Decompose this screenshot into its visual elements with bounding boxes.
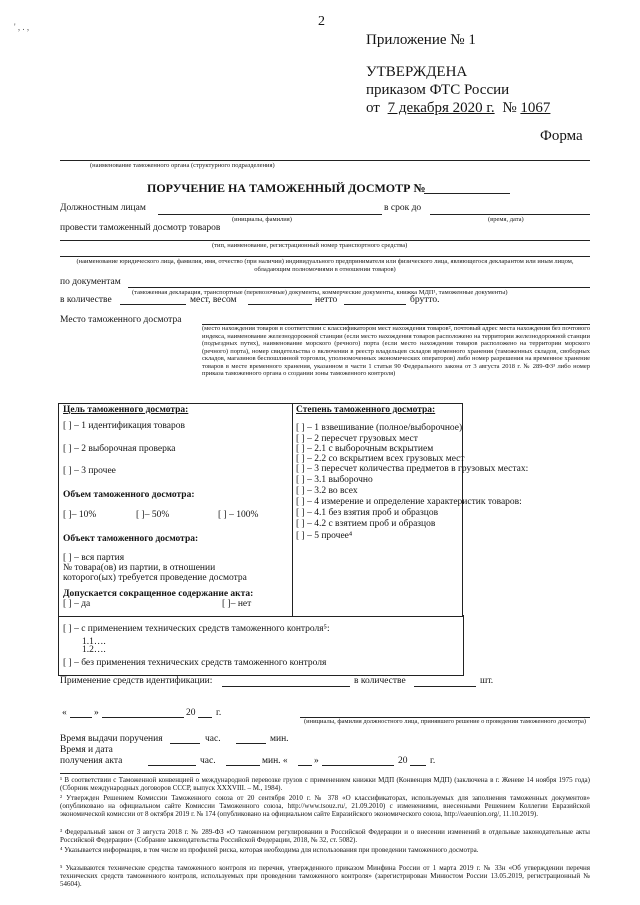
purpose-item-1[interactable]: [ ] – 1 идентификация товаров <box>63 421 185 431</box>
footnote-2: ² Утвержден Решением Комиссии Таможенного союза от 20 сентября 2010 г. № 378 «О классификаторах, используемых для заполнения таможенных документов» (опубликовано на официальном сайте Комиссии Таможенного союза, http://www.tsouz.ru/, 21.09.2010) с изменениями, внесенными Решением Коллегии Евразийской экономической комиссии от 8 октября 2019 г. № 174 (опубликовано на официальном сайте Евразийского экономического союза, http://eaeunion.org/, 11.10.2019). <box>60 794 590 819</box>
purpose-item-2[interactable]: [ ] – 2 выборочная проверка <box>63 444 176 454</box>
receipt-year-line[interactable] <box>410 765 426 766</box>
receipt-year: 20 <box>398 756 408 766</box>
volume-title: Объем таможенного досмотра: <box>63 490 195 500</box>
purpose-item-3[interactable]: [ ] – 3 прочее <box>63 466 116 476</box>
footnote-separator <box>60 773 200 774</box>
degree-item[interactable]: [ ] – 3.2 во всех <box>296 486 358 496</box>
short-act-title: Допускается сокращенное содержание акта: <box>63 589 254 599</box>
order-date: 7 декабря 2020 г. <box>387 100 495 116</box>
degree-item[interactable]: [ ] – 4 измерение и определение характеристик товаров: <box>296 497 522 507</box>
places-weight-label: мест, весом <box>190 295 237 305</box>
degree-title: Степень таможенного досмотра: <box>296 405 436 415</box>
short-act-no[interactable]: [ ]– нет <box>222 599 252 609</box>
purpose-title: Цель таможенного досмотра: <box>63 405 189 415</box>
ident-label: Применение средств идентификации: <box>60 676 213 686</box>
order-line1: приказом ФТС России <box>366 82 510 98</box>
officials-label: Должностным лицам <box>60 203 146 213</box>
declarant-line[interactable] <box>60 256 590 257</box>
form-label: Форма <box>540 128 583 144</box>
time-caption: (время, дата) <box>488 216 524 223</box>
documents-caption: (таможенная декларация, транспортные (перевозочные) документы, коммерческие документы, книжка МДП¹, таможенные документы) <box>132 289 508 296</box>
footnote-1: ¹ В соответствии с Таможенной конвенцией о международной перевозке грузов с применением книжки МДП (Конвенция МДП) (заключена в г. Женеве 14 ноября 1975 года) (Сборник международных договоров СССР, выпуск XXXVIII. – М., 1984). <box>60 776 590 793</box>
receipt-hour: час. <box>200 756 216 766</box>
degree-item[interactable]: [ ] – 4.2 с взятием проб и образцов <box>296 519 436 529</box>
customs-body-line <box>60 160 590 161</box>
title-number-line <box>424 193 510 194</box>
footnote-3: ³ Федеральный закон от 3 августа 2018 г. № 289-ФЗ «О таможенном регулировании в Российской Федерации и о внесении изменений в отдельные законодательные акты Российской Федерации» (Собрание законодательства Российской Федерации, 2018, № 32, ст. 5082). <box>60 828 590 845</box>
receipt-hour-line[interactable] <box>148 765 196 766</box>
degree-item[interactable]: [ ] – 3.1 выборочно <box>296 475 373 485</box>
object-whole[interactable]: [ ] – вся партия <box>63 553 125 563</box>
page-number: 2 <box>318 14 325 29</box>
net-line[interactable] <box>248 304 312 305</box>
order-line2: от 7 декабря 2020 г. № 1067 <box>366 100 551 116</box>
degree-item[interactable]: [ ] – 3 пересчет количества предметов в грузовых местах: <box>296 464 529 474</box>
issue-hour: час. <box>205 734 221 744</box>
object-title: Объект таможенного досмотра: <box>63 534 199 544</box>
object-partial-a[interactable]: № товара(ов) из партии, в отношении <box>63 563 216 573</box>
customs-body-caption: (наименование таможенного органа (структурного подразделения) <box>90 162 275 169</box>
approved-label: УТВЕРЖДЕНА <box>366 64 468 80</box>
footnote-5: ⁵ Указываются технические средства таможенного контроля из перечня, утвержденного приказом Минфина России от 1 марта 2019 г. № 33н «Об утверждении перечня технических средств таможенного контроля, используемых при проведении таможенного контроля» (зарегистрирован Минюстом России 13.05.2019, регистрационный № 54604). <box>60 864 590 889</box>
degree-item[interactable]: [ ] – 2.2 со вскрытием всех грузовых мест <box>296 454 465 464</box>
receipt-close: » <box>314 756 319 766</box>
tech-without[interactable]: [ ] – без применения технических средств таможенного контроля <box>63 658 327 668</box>
net-label: нетто <box>315 295 338 305</box>
issue-hour-line[interactable] <box>170 743 200 744</box>
quantity-label: в количестве <box>60 295 112 305</box>
ident-qty-label: в количестве <box>354 676 406 686</box>
date-g: г. <box>216 708 222 718</box>
term-label: в срок до <box>384 203 422 213</box>
places-line[interactable] <box>120 304 186 305</box>
footnote-4: ⁴ Указывается информация, в том числе из профилей риска, которая необходима для использования при проведении таможенного досмотра. <box>60 846 479 854</box>
appendix-label: Приложение № 1 <box>366 32 476 48</box>
degree-item[interactable]: [ ] – 2 пересчет грузовых мест <box>296 434 418 444</box>
date-year-line[interactable] <box>198 717 212 718</box>
receipt-day-line[interactable] <box>298 765 312 766</box>
tech-item-2: 1.2…. <box>82 645 106 655</box>
volume-10[interactable]: [ ]– 10% <box>63 510 97 520</box>
vehicle-caption: (тип, наименование, регистрационный номер транспортного средства) <box>212 242 408 249</box>
issue-min-line[interactable] <box>236 743 266 744</box>
receipt-month-line[interactable] <box>322 765 394 766</box>
tech-item-1: 1.1…. <box>82 637 106 647</box>
doc-title: ПОРУЧЕНИЕ НА ТАМОЖЕННЫЙ ДОСМОТР № <box>147 181 426 195</box>
date-day-line[interactable] <box>70 717 92 718</box>
date-close: » <box>94 708 99 718</box>
place-label: Место таможенного досмотра <box>60 315 182 325</box>
scan-marks: ' , . , <box>14 22 30 32</box>
short-act-yes[interactable]: [ ] – да <box>63 599 91 609</box>
receipt-g: г. <box>430 756 436 766</box>
ident-line[interactable] <box>222 686 350 687</box>
term-line[interactable] <box>430 214 590 215</box>
receipt-label-2: получения акта <box>60 756 123 766</box>
ident-unit: шт. <box>480 676 494 686</box>
ident-qty-line[interactable] <box>414 686 476 687</box>
volume-100[interactable]: [ ] – 100% <box>218 510 259 520</box>
receipt-label-1: Время и дата <box>60 745 113 755</box>
degree-item[interactable]: [ ] – 4.1 без взятия проб и образцов <box>296 508 439 518</box>
date-open: « <box>62 708 67 718</box>
date-year: 20 <box>186 708 196 718</box>
order-number: 1067 <box>520 100 551 116</box>
gross-line[interactable] <box>344 304 406 305</box>
declarant-caption: (наименование юридического лица, фамилия, имя, отчество (при наличии) индивидуального предпринимателя или физического лица, являющегося декларантом или иным лицом, обладающим полномочиями в отношении товаров) <box>76 258 574 273</box>
degree-item[interactable]: [ ] – 2.1 с выборочным вскрытием <box>296 444 434 454</box>
vehicle-line[interactable] <box>60 240 590 241</box>
tech-with[interactable]: [ ] – с применением технических средств таможенного контроля⁵: <box>63 624 330 634</box>
receipt-min: мин. « <box>262 756 288 766</box>
officials-line[interactable] <box>158 214 382 215</box>
conduct-label: провести таможенный досмотр товаров <box>60 223 221 233</box>
degree-item[interactable]: [ ] – 5 прочее⁴ <box>296 531 353 541</box>
date-month-line[interactable] <box>102 717 184 718</box>
object-partial-b: которого(ых) требуется проведение досмотра <box>63 573 247 583</box>
documents-label: по документам <box>60 277 121 287</box>
issue-min: мин. <box>270 734 289 744</box>
officials-caption: (инициалы, фамилия) <box>232 216 292 223</box>
place-caption: (место нахождения товаров в соответствии с классификатором мест нахождения товаров², почтовый адрес места нахождения без почтового индекса, наименование железнодорожной станции (если место нахождения товаров расположено на территории железнодорожной станции (подъездных путях), наименование морского (речного) порта (если место нахождения товаров расположено на территории морского (речного) порта), номер свидетельства о включении в реестр владельцев складов временного хранения (таможенных складов, свободных складов, магазинов беспошлинной торговли, уполномоченных экономических операторов) либо номер разрешения на временное хранение товаров в месте временного хранения, указанном в части 1 статьи 90 Федерального закона от 3 августа 2018 г. № 289-ФЗ³ либо номер приказа таможенного органа о создании зоны таможенного контроля) <box>202 325 590 377</box>
issue-time-label: Время выдачи поручения <box>60 734 163 744</box>
gross-label: брутто. <box>410 295 440 305</box>
receipt-min-line[interactable] <box>226 765 260 766</box>
degree-item[interactable]: [ ] – 1 взвешивание (полное/выборочное) <box>296 423 463 433</box>
decision-caption: (инициалы, фамилия должностного лица, принявшего решение о проведении таможенного досмотра) <box>303 718 587 725</box>
documents-line[interactable] <box>128 287 590 288</box>
volume-50[interactable]: [ ]– 50% <box>136 510 170 520</box>
